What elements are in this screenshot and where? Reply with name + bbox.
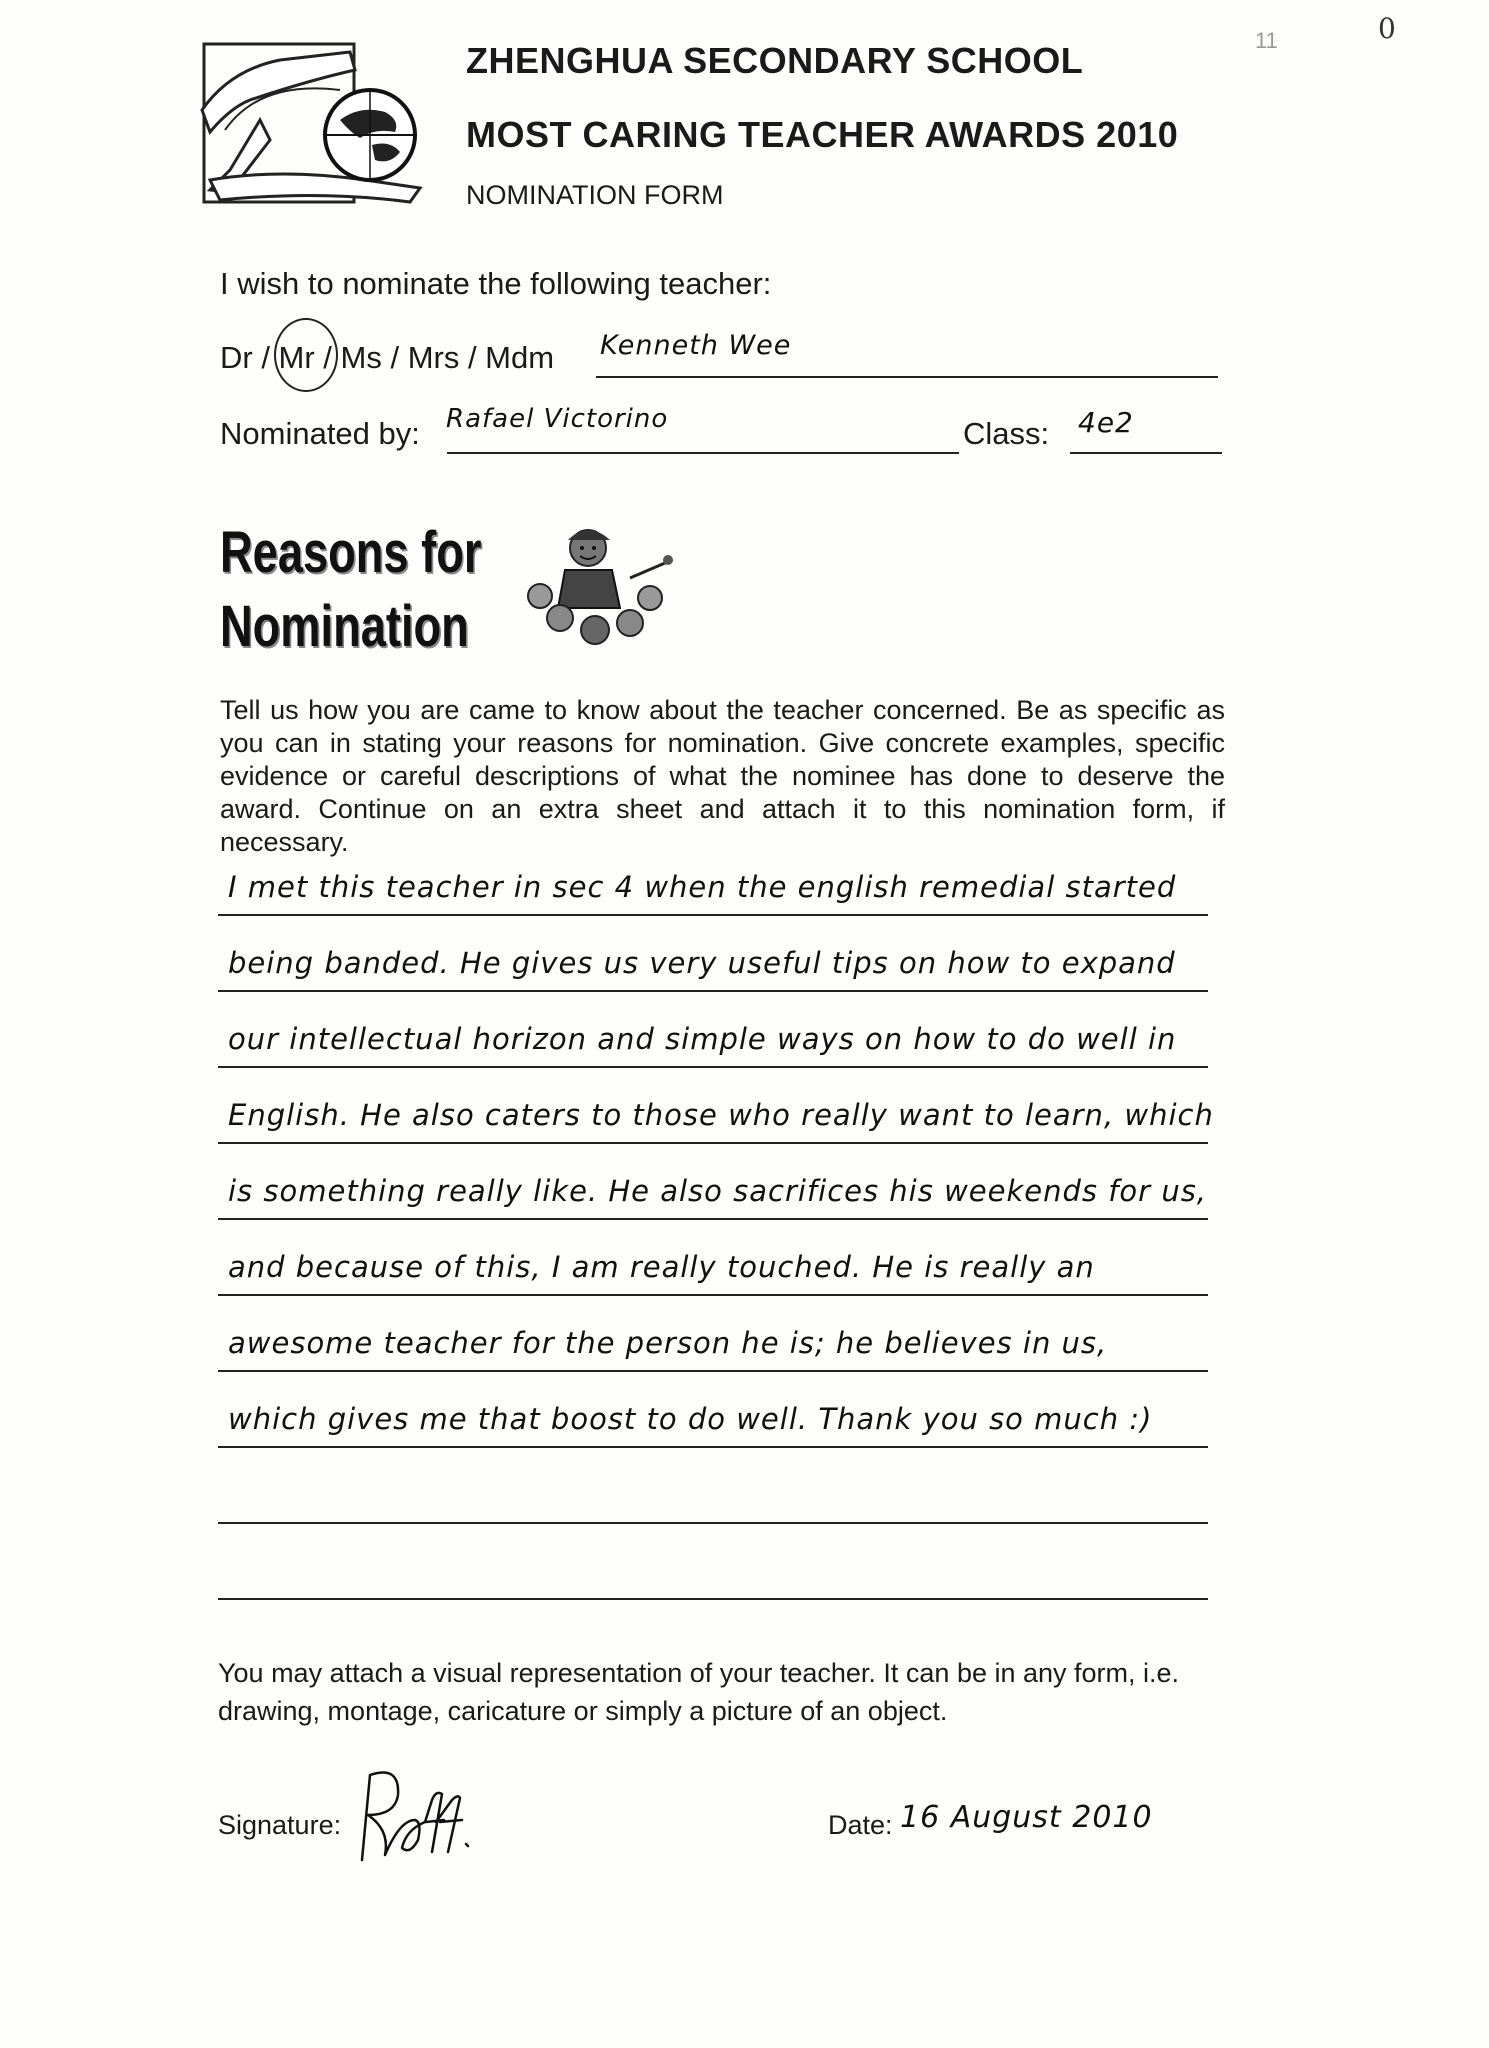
school-name: ZHENGHUA SECONDARY SCHOOL	[466, 40, 1084, 81]
writing-line	[218, 1066, 1208, 1068]
nominee-name: Kenneth Wee	[600, 330, 792, 361]
attachment-note: You may attach a visual representation of your teacher. It can be in any form, i.e. drawing, montage, caricature or simply a picture of an object.	[218, 1658, 1180, 1726]
handwritten-line: and because of this, I am really touched. He is really an	[228, 1250, 1095, 1284]
handwritten-line: is something really like. He also sacrifices his weekends for us,	[228, 1174, 1208, 1208]
handwritten-line: I met this teacher in sec 4 when the english remedial started	[228, 870, 1177, 904]
writing-line	[218, 1142, 1208, 1144]
handwritten-line: being banded. He gives us very useful tips on how to expand	[228, 946, 1176, 980]
nominated-by-line	[447, 452, 959, 454]
tick-mark: 11	[1255, 28, 1278, 53]
handwritten-line: awesome teacher for the person he is; he believes in us,	[228, 1326, 1108, 1360]
form-name: NOMINATION FORM	[466, 180, 724, 210]
award-title: MOST CARING TEACHER AWARDS 2010	[466, 114, 1179, 155]
writing-line	[218, 914, 1208, 916]
handwritten-line: our intellectual horizon and simple ways on how to do well in	[228, 1022, 1177, 1056]
reasons-heading-line2: Nomination	[220, 594, 469, 659]
class-line	[1070, 452, 1222, 454]
writing-line	[218, 1598, 1208, 1600]
writing-line	[218, 1370, 1208, 1372]
writing-line	[218, 1294, 1208, 1296]
children-clipart	[520, 518, 680, 658]
writing-line	[218, 1446, 1208, 1448]
selected-title-circle	[274, 318, 338, 392]
writing-line	[218, 990, 1208, 992]
signature-label: Signature:	[218, 1810, 342, 1840]
school-logo	[200, 40, 425, 208]
handwritten-line: English. He also caters to those who really want to learn, which	[228, 1098, 1214, 1132]
reasons-heading-line1: Reasons for	[220, 520, 482, 585]
nominee-name-line	[596, 376, 1218, 378]
reasons-heading	[220, 516, 481, 664]
nominated-by-label: Nominated by:	[220, 416, 420, 451]
class-label: Class:	[963, 416, 1050, 451]
class-value: 4e2	[1078, 406, 1134, 439]
title-options: Dr / Mr / Ms / Mrs / Mdm	[220, 340, 555, 375]
nomination-intro: I wish to nominate the following teacher:	[220, 266, 772, 301]
date-value: 16 August 2010	[900, 1800, 1153, 1835]
nominated-by-value: Rafael Victorino	[446, 404, 669, 434]
writing-line	[218, 1522, 1208, 1524]
writing-line	[218, 1218, 1208, 1220]
corner-mark: 0	[1378, 12, 1396, 45]
signature-mark	[340, 1760, 470, 1870]
reasons-instructions: Tell us how you are came to know about the teacher concerned. Be as specific as you can in stating your reasons for nomination. Give concrete examples, specific evidence or careful descriptions of what the nominee has done to deserve the award. Continue on an extra sheet and attach it to this nomination form, if necessary.	[220, 695, 1225, 857]
date-label: Date:	[828, 1810, 893, 1840]
handwritten-line: which gives me that boost to do well. Thank you so much :)	[228, 1402, 1153, 1436]
